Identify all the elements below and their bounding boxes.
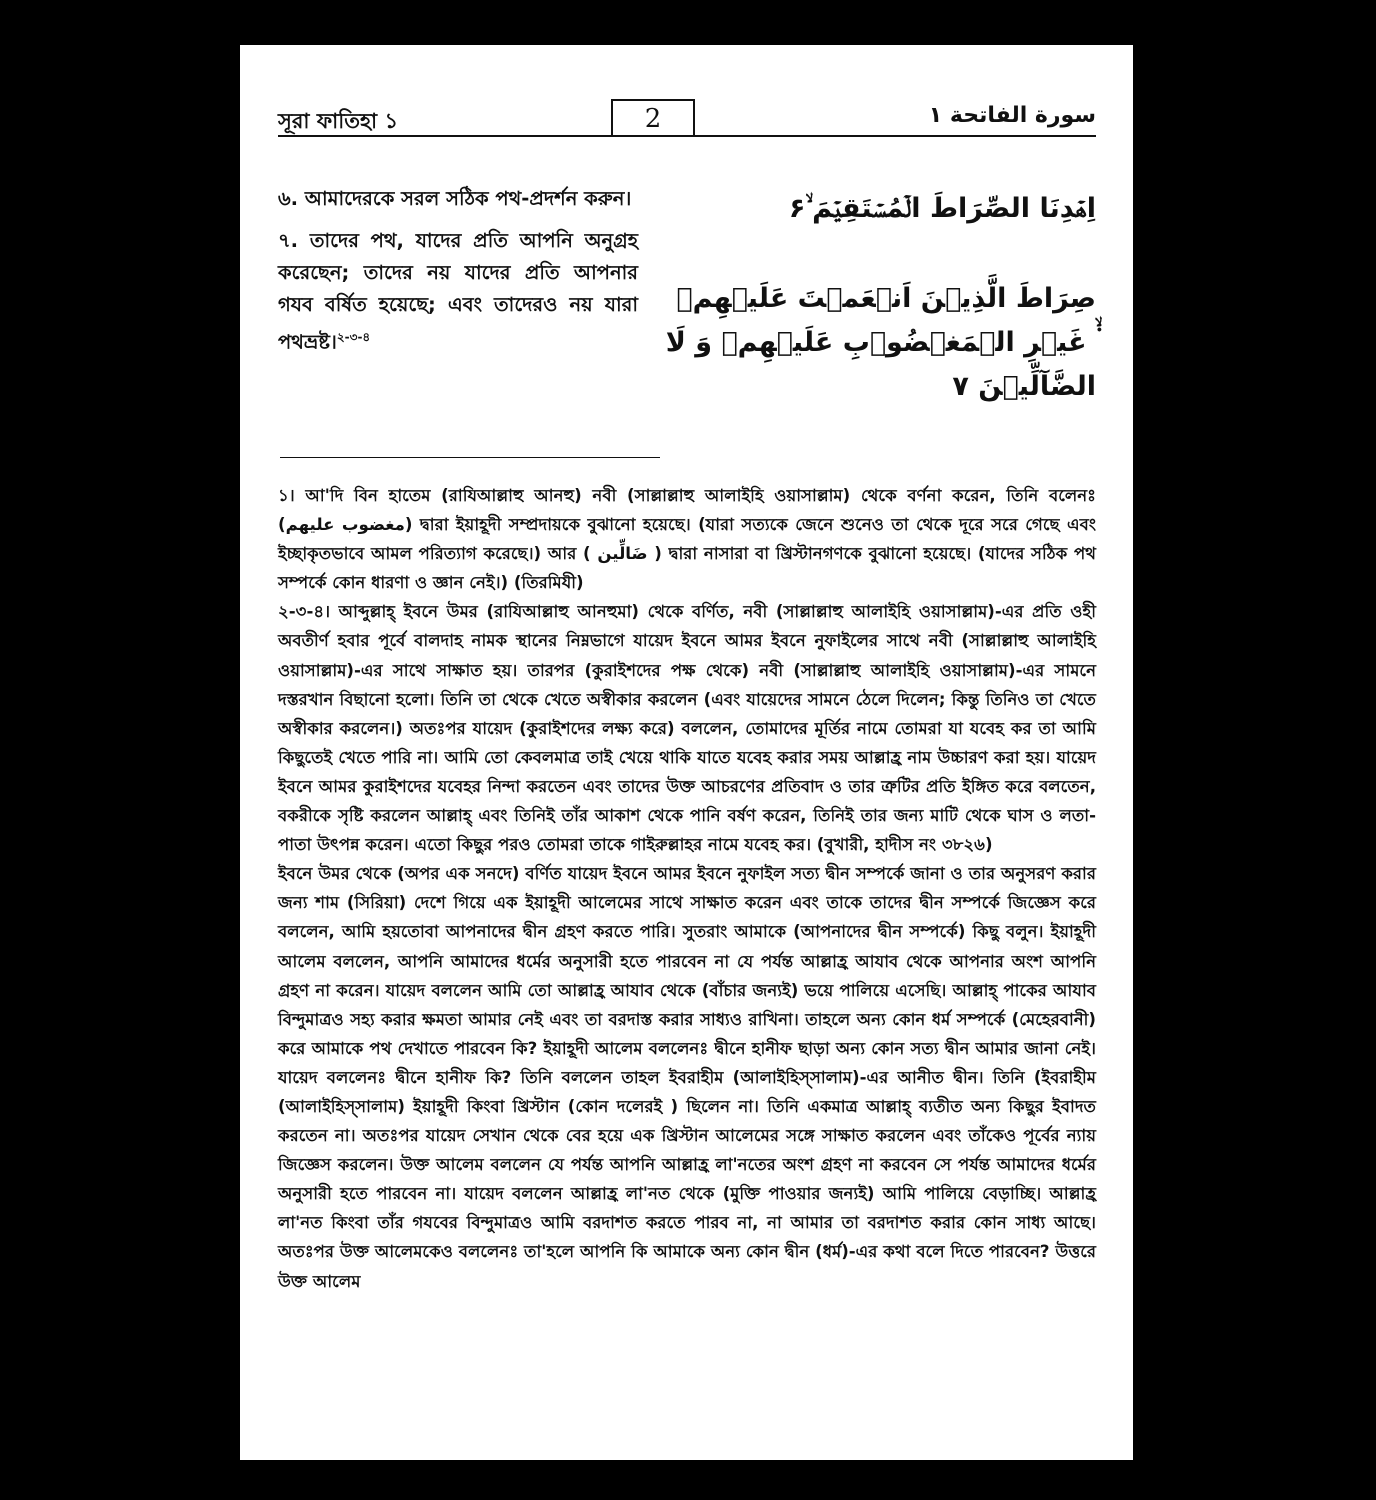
footnote-2-3-4: ২-৩-৪। আব্দুল্লাহ্ ইবনে উমর (রাযিআল্লাহু আনহুমা) থেকে বর্ণিত, নবী (সাল্লাল্লাহু আলাইহি ওয়াসাল্লাম)-এর প্রতি ওহী অবতীর্ণ হবার পূর্বে বালদাহ নামক স্থানের নিম্নভাগে যায়েদ ইবনে আমর ইবনে নুফাইলের সাথে নবী (সাল্লাল্লাহু আলাইহি ওয়াসাল্লাম)-এর সাথে সাক্ষাত হয়। তারপর (কুরাইশদের পক্ষ থেকে) নবী (সাল্লাল্লাহু আলাইহি ওয়াসাল্লাম)-এর সামনে দস্তরখান বিছানো হলো। তিনি তা থেকে খেতে অস্বীকার করলেন (এবং যায়েদের সামনে ঠেলে দিলেন; কিন্তু তিনিও তা খেতে অস্বীকার করলেন।) অতঃপর যায়েদ (কুরাইশদের লক্ষ্য করে) বললেন, তোমাদের মূর্তির নামে তোমরা যা যবেহ কর তা আমি কিছুতেই খেতে পারি না। আমি তো কেবলমাত্র তাই খেয়ে থাকি যাতে যবেহ করার সময় আল্লাহ্র নাম উচ্চারণ করা হয়। যায়েদ ইবনে আমর কুরাইশদের যবেহর নিন্দা করতেন এবং তাদের উক্ত আচরণের প্রতিবাদ ও তার ত্রুটির প্রতি ইঙ্গিত করে বলতেন, বকরীকে সৃষ্টি করলেন আল্লাহ্ এবং তিনিই তাঁর আকাশ থেকে পানি বর্ষণ করেন, তিনিই তার জন্য মাটি থেকে ঘাস ও লতা-পাতা উৎপন্ন করেন। এতো কিছুর পরও তোমরা তাকে গাইরুল্লাহর নামে যবেহ কর। (বুখারী, হাদীস নং ৩৮২৬) bbox=[278, 602, 1096, 855]
translation-column bbox=[278, 183, 638, 369]
surah-title-bengali: সূরা ফাতিহা ১ bbox=[278, 109, 399, 133]
verse-divider bbox=[280, 457, 660, 458]
verse-translation-7: ৭. তাদের পথ, যাদের প্রতি আপনি অনুগ্রহ করেছেন; তাদের নয় যাদের প্রতি আপনার গযব বর্ষিত হয়েছে; এবং তাদেরও নয় যারা পথভ্রষ্ট।$^{২-৩-৪}$ bbox=[278, 229, 638, 354]
arabic-verse-7: صِرَاطَ الَّذِیۡنَ اَنۡعَمۡتَ عَلَیۡهِمۡ ۬ۙ غَیۡرِ الۡمَغۡضُوۡبِ عَلَیۡهِمۡ وَ لَا الضَّآلِّیۡنَ ۷ bbox=[665, 283, 1096, 402]
page-number: 2 bbox=[611, 99, 695, 137]
footnotes bbox=[278, 481, 1096, 1296]
arabic-verse-6: اِهۡدِنَا الصِّرَاطَ الۡمُسۡتَقِیۡمَ ۙ۶ bbox=[788, 193, 1096, 224]
footnote-continuation: ইবনে উমর থেকে (অপর এক সনদে) বর্ণিত যায়েদ ইবনে আমর ইবনে নুফাইল সত্য দ্বীন সম্পর্কে জানা ও তার অনুসরণ করার জন্য শাম (সিরিয়া) দেশে গিয়ে এক ইয়াহূদী আলেমের সাথে সাক্ষাত করেন এবং তাকে তাদের দ্বীন সম্পর্কে জিজ্ঞেস করে বললেন, আমি হয়তোবা আপনাদের দ্বীন গ্রহণ করতে পারি। সুতরাং আমাকে (আপনাদের দ্বীন সম্পর্কে) কিছু বলুন। ইয়াহূদী আলেম বললেন, আপনি আমাদের ধর্মের অনুসারী হতে পারবেন না যে পর্যন্ত আল্লাহ্র আযাব থেকে আপনার অংশ আপনি গ্রহণ না করেন। যায়েদ বললেন আমি তো আল্লাহ্র আযাব থেকে (বাঁচার জন্যই) ভয়ে পালিয়ে এসেছি। আল্লাহ্ পাকের আযাব বিন্দুমাত্রও সহ্য করার ক্ষমতা আমার নেই এবং তা বরদাস্ত করার সাধ্যও রাখিনা। তাহলে অন্য কোন ধর্ম সম্পর্কে (মেহেরবানী) করে আমাকে পথ দেখাতে পারবেন কি? ইয়াহূদী আলেম বললেনঃ দ্বীনে হানীফ ছাড়া অন্য কোন সত্য দ্বীন আমার জানা নেই। যায়েদ বললেনঃ দ্বীনে হানীফ কি? তিনি বললেন তাহল ইবরাহীম (আলাইহিস্‌সালাম)-এর আনীত দ্বীন। তিনি (ইবরাহীম (আলাইহিস্‌সালাম) ইয়াহূদী কিংবা খ্রিস্টান (কোন দলেরই ) ছিলেন না। তিনি একমাত্র আল্লাহ্ ব্যতীত অন্য কিছুর ইবাদত করতেন না। অতঃপর যায়েদ সেখান থেকে বের হয়ে এক খ্রিস্টান আলেমের সঙ্গে সাক্ষাত করলেন এবং তাঁকেও পূর্বের ন্যায় জিজ্ঞেস করলেন। উক্ত আলেম বললেন যে পর্যন্ত আপনি আল্লাহ্র লা'নতের অংশ গ্রহণ না করবেন সে পর্যন্ত আমাদের ধর্মের অনুসারী হতে পারবেন না। যায়েদ বললেন আল্লাহ্র লা'নত থেকে (মুক্তি পাওয়ার জন্যই) আমি পালিয়ে বেড়াচ্ছি। আল্লাহ্র লা'নত কিংবা তাঁর গযবের বিন্দুমাত্রও আমি বরদাশত করতে পারব না, না আমার তা বরদাশত করার কোন সাধ্য আছে। অতঃপর উক্ত আলেমকেও বললেনঃ তা'হলে আপনি কি আমাকে অন্য কোন দ্বীন (ধর্ম)-এর কথা বলে দিতে পারবেন? উত্তরে উক্ত আলেম bbox=[278, 864, 1096, 1291]
footnote-1: ১। আ'দি বিন হাতেম (রাযিআল্লাহু আনহু) নবী (সাল্লাল্লাহু আলাইহি ওয়াসাল্লাম) থেকে বর্ণনা করেন, তিনি বলেনঃ (مغضوب عليهم) দ্বারা ইয়াহূদী সম্প্রদায়কে বুঝানো হয়েছে। (যারা সত্যকে জেনে শুনেও তা থেকে দূরে সরে গেছে এবং ইচ্ছাকৃতভাবে আমল পরিত্যাগ করেছে।) আর ( ضَالِّين ) দ্বারা নাসারা বা খ্রিস্টানগণকে বুঝানো হয়েছে। (যাদের সঠিক পথ সম্পর্কে কোন ধারণা ও জ্ঞান নেই।) (তিরমিযী) bbox=[278, 486, 1096, 593]
surah-title-arabic: سورة الفاتحة ۱ bbox=[928, 103, 1096, 128]
book-page bbox=[240, 45, 1133, 1460]
footnote-ref: ২-৩-৪ bbox=[336, 330, 371, 344]
page-header bbox=[278, 103, 1096, 137]
verse-translation-6: ৬. আমাদেরকে সরল সঠিক পথ-প্রদর্শন করুন। bbox=[278, 187, 632, 210]
